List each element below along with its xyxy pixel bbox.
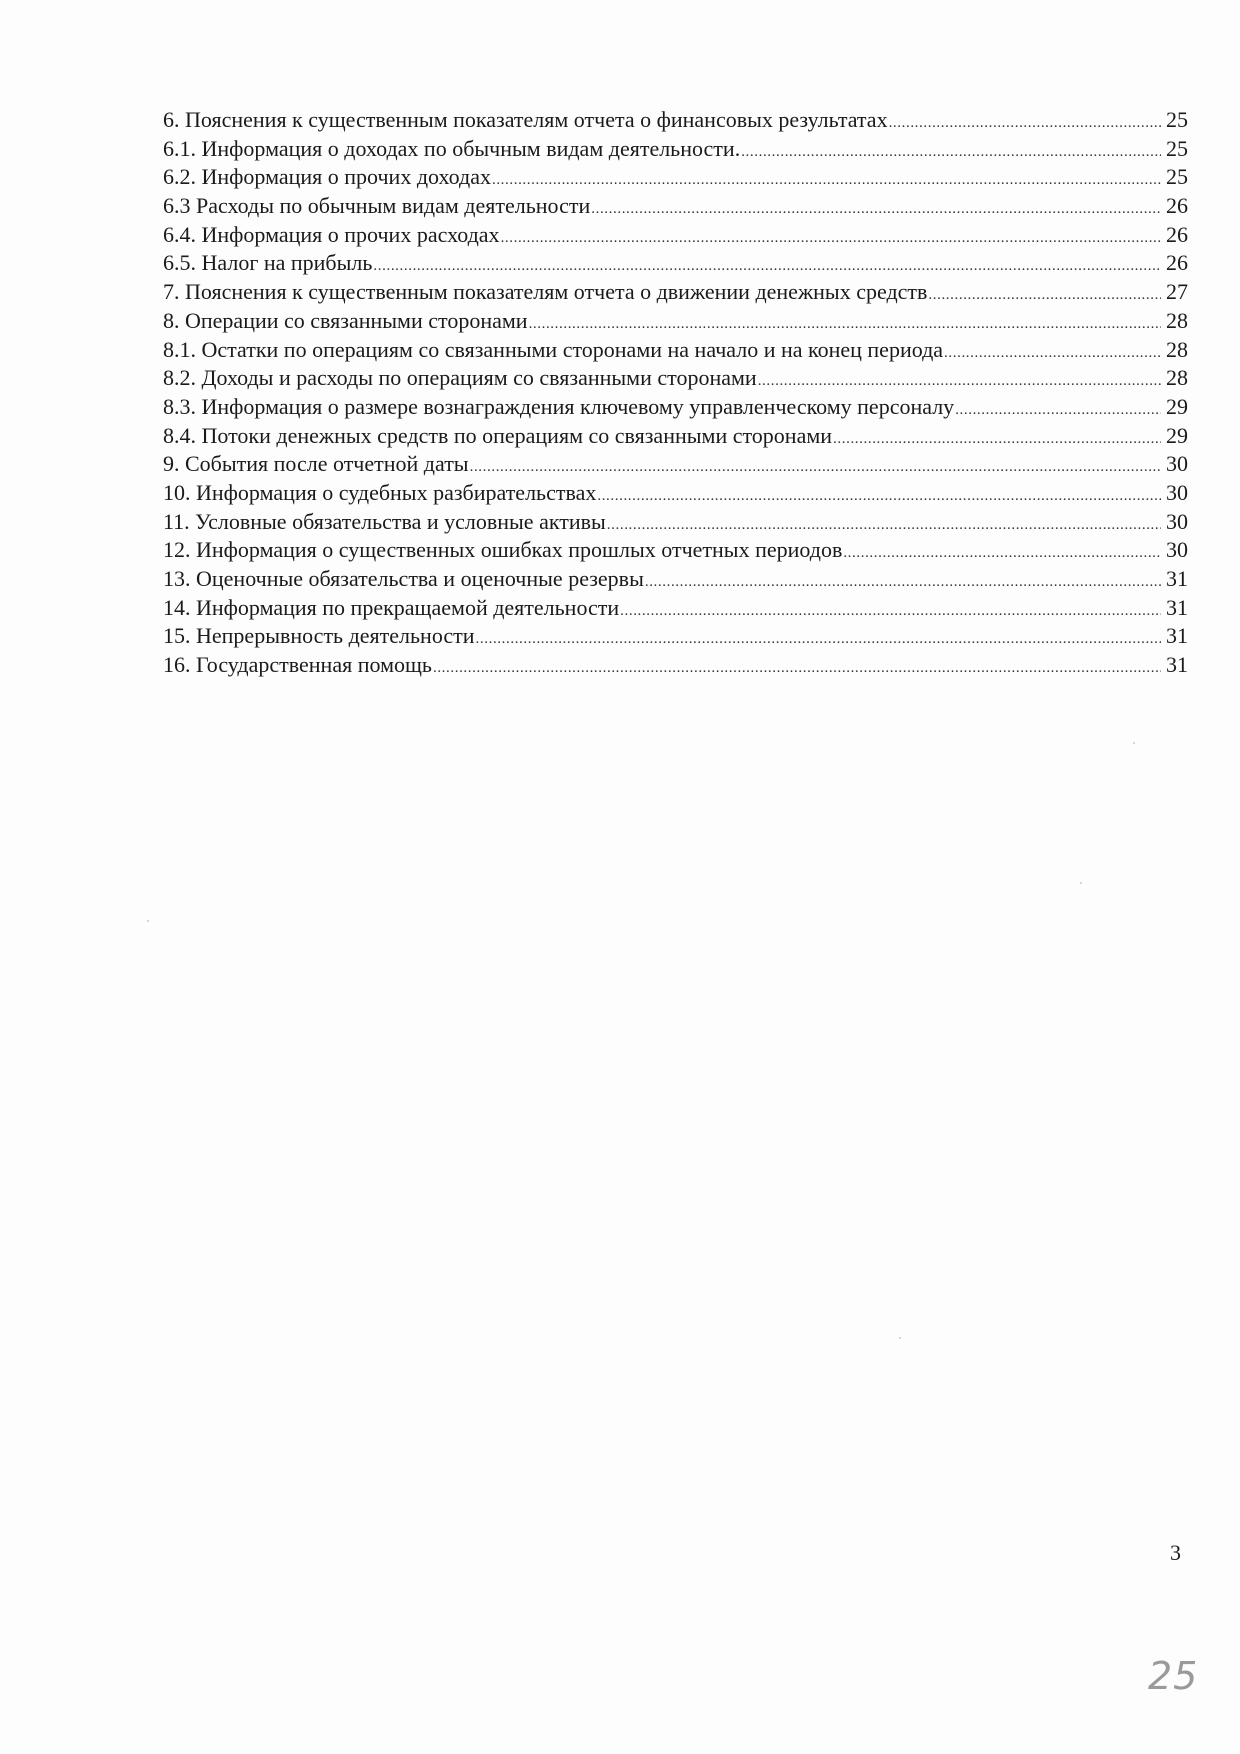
toc-leader-dots — [944, 339, 1161, 368]
toc-item-title: 15. Непрерывность деятельности — [163, 623, 475, 649]
toc-leader-dots — [833, 425, 1161, 454]
toc-item[interactable] — [163, 422, 1188, 451]
toc-item-page: 30 — [1166, 508, 1188, 534]
toc-leader-dots — [607, 511, 1161, 540]
toc-item-title: 6.1. Информация о доходах по обычным видам деятельности. — [163, 135, 741, 161]
toc-item[interactable] — [163, 278, 1188, 307]
toc-item[interactable] — [163, 622, 1188, 651]
toc-item[interactable] — [163, 450, 1188, 479]
toc-item-title: 13. Оценочные обязательства и оценочные резервы — [163, 566, 644, 591]
toc-item[interactable] — [163, 479, 1188, 508]
toc-item-page: 28 — [1166, 307, 1188, 333]
toc-item-page: 26 — [1166, 250, 1188, 276]
toc-item-page: 30 — [1166, 537, 1188, 563]
toc-leader-dots — [529, 310, 1161, 339]
toc-item[interactable] — [163, 565, 1188, 594]
toc-item-page: 26 — [1166, 221, 1188, 247]
toc-item[interactable] — [163, 594, 1188, 623]
toc-leader-dots — [843, 539, 1161, 568]
toc-item[interactable] — [163, 192, 1188, 221]
toc-leader-dots — [758, 367, 1161, 396]
toc-item[interactable] — [163, 393, 1188, 422]
toc-leader-dots — [597, 482, 1161, 511]
toc-item-page: 28 — [1166, 365, 1188, 391]
toc-item-page: 30 — [1166, 451, 1188, 477]
toc-item-page: 25 — [1166, 107, 1188, 132]
toc-item-title: 9. События после отчетной даты — [163, 451, 469, 477]
toc-item-page: 25 — [1166, 164, 1188, 190]
toc-leader-dots — [476, 625, 1161, 654]
toc-item-page: 29 — [1166, 422, 1188, 448]
scan-speck — [899, 1337, 901, 1339]
toc-item-title: 6.4. Информация о прочих расходах — [163, 221, 500, 247]
toc-item-page: 31 — [1166, 594, 1188, 620]
toc-item-page: 31 — [1166, 652, 1188, 678]
toc-item-title: 10. Информация о судебных разбирательствах — [163, 479, 597, 505]
toc-leader-dots — [373, 252, 1161, 281]
toc-item-page: 28 — [1166, 336, 1188, 362]
toc-item-title: 8. Операции со связанными сторонами — [163, 307, 528, 333]
toc-item-page: 31 — [1166, 623, 1188, 649]
toc-item[interactable] — [163, 135, 1188, 164]
handwritten-sheet-number: 25 — [1148, 1654, 1199, 1698]
toc-item-title: 14. Информация по прекращаемой деятельности — [163, 594, 620, 620]
toc-leader-dots — [741, 138, 1161, 167]
toc-leader-dots — [433, 654, 1161, 683]
toc-item-page: 30 — [1166, 479, 1188, 505]
toc-item-title: 11. Условные обязательства и условные активы — [163, 508, 606, 534]
toc-item[interactable] — [163, 163, 1188, 192]
toc-item-title: 12. Информация о существенных ошибках прошлых отчетных периодов — [163, 537, 843, 563]
toc-item-title: 7. Пояснения к существенным показателям отчета о движении денежных средств — [163, 279, 928, 305]
toc-item-title: 8.3. Информация о размере вознаграждения ключевому управленческому персоналу — [163, 393, 955, 419]
toc-item-title: 6. Пояснения к существенным показателям отчета о финансовых результатах — [163, 107, 888, 132]
scan-speck — [1080, 882, 1082, 884]
toc-item-page: 26 — [1166, 193, 1188, 219]
toc-leader-dots — [955, 396, 1161, 425]
toc-item-title: 6.3 Расходы по обычным видам деятельности — [163, 193, 591, 219]
toc-item-title: 6.2. Информация о прочих доходах — [163, 164, 491, 190]
toc-item-page: 25 — [1166, 135, 1188, 161]
toc-item-title: 8.2. Доходы и расходы по операциям со связанными сторонами — [163, 365, 757, 391]
toc-item[interactable] — [163, 508, 1188, 537]
toc-leader-dots — [889, 109, 1161, 138]
toc-item[interactable] — [163, 106, 1188, 135]
page-number: 3 — [1170, 1540, 1181, 1565]
toc-leader-dots — [591, 195, 1161, 224]
toc-item-title: 16. Государственная помощь — [163, 652, 432, 678]
toc-item[interactable] — [163, 307, 1188, 336]
toc-item[interactable] — [163, 651, 1188, 680]
toc-leader-dots — [620, 597, 1161, 626]
toc-leader-dots — [928, 281, 1161, 310]
toc-leader-dots — [492, 166, 1161, 195]
toc-leader-dots — [645, 568, 1161, 597]
toc-item[interactable] — [163, 364, 1188, 393]
toc-leader-dots — [501, 224, 1161, 253]
scan-speck — [147, 920, 149, 922]
toc-item[interactable] — [163, 336, 1188, 365]
toc-item[interactable] — [163, 221, 1188, 250]
toc-item[interactable] — [163, 536, 1188, 565]
toc-item-title: 6.5. Налог на прибыль — [163, 250, 373, 276]
toc-item[interactable] — [163, 249, 1188, 278]
toc-item-page: 29 — [1166, 393, 1188, 419]
toc-item-page: 27 — [1166, 279, 1188, 305]
toc-item-page: 31 — [1166, 566, 1188, 591]
toc-item-title: 8.4. Потоки денежных средств по операциям со связанными сторонами — [163, 422, 833, 448]
table-of-contents — [163, 106, 1188, 680]
toc-item-title: 8.1. Остатки по операциям со связанными сторонами на начало и на конец периода — [163, 336, 944, 362]
scan-speck — [1133, 742, 1135, 744]
toc-leader-dots — [470, 453, 1161, 482]
